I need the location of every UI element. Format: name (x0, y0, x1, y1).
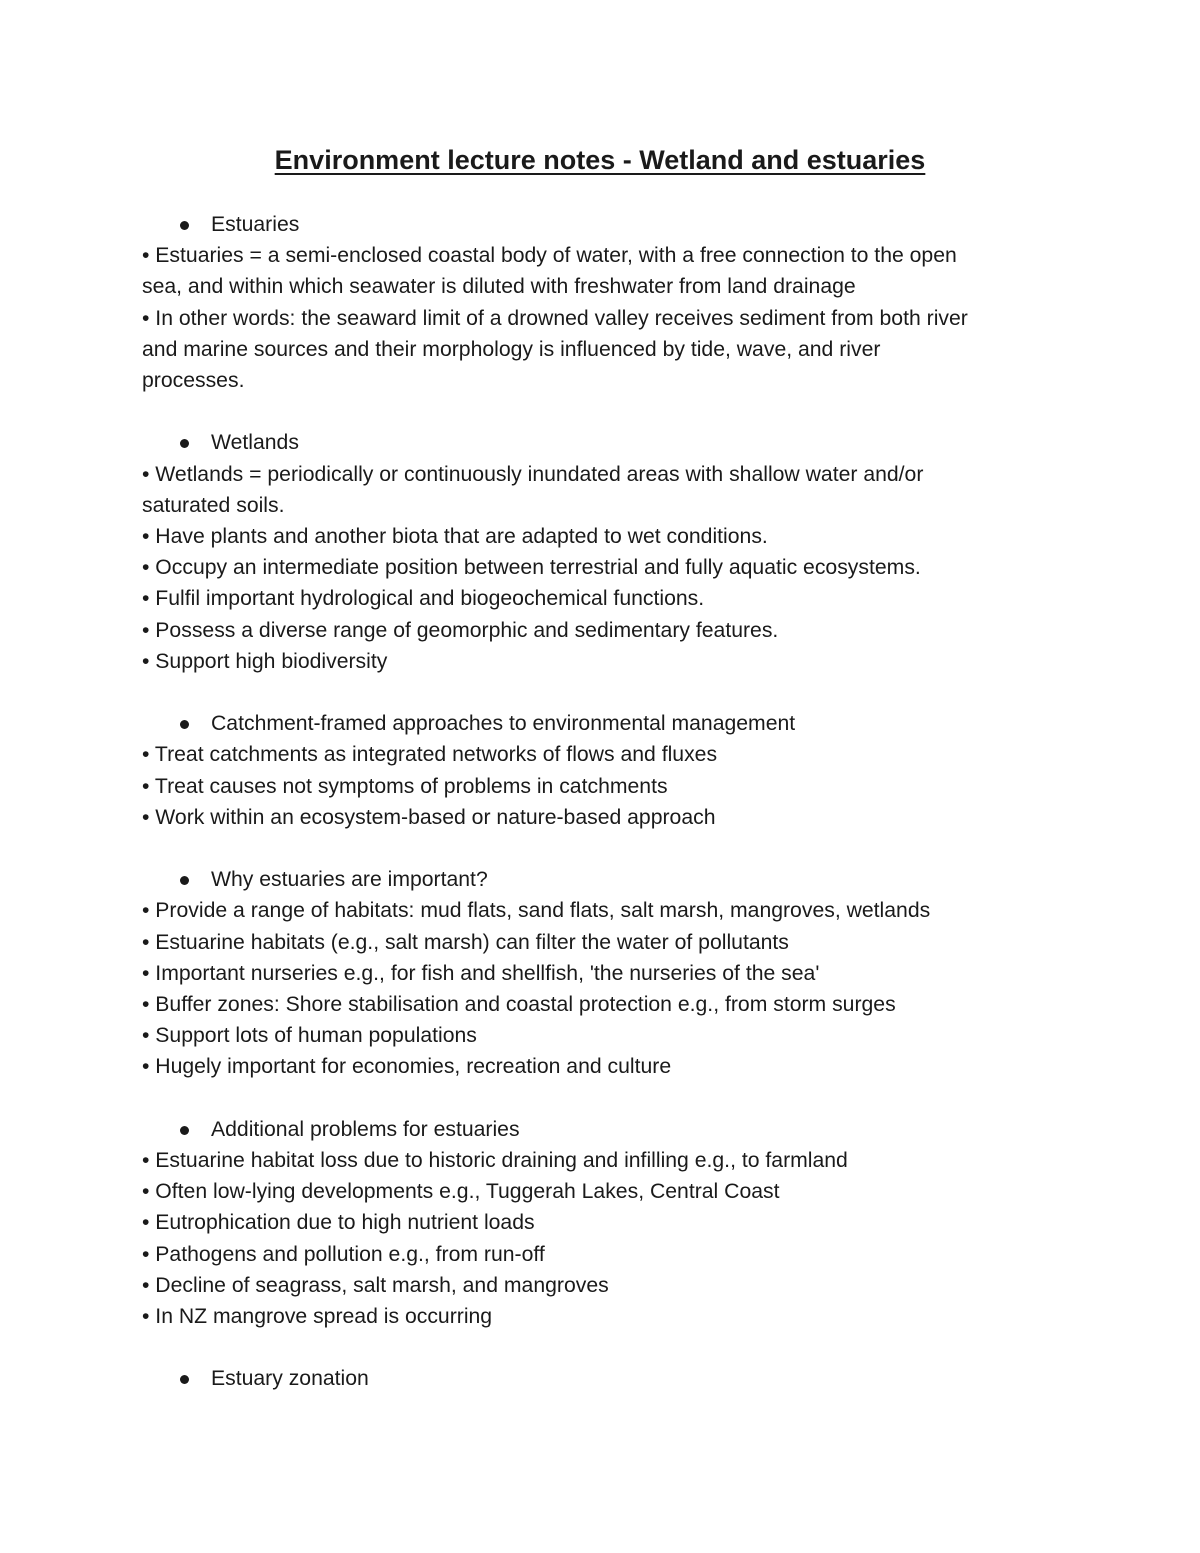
body-line: • Estuarine habitat loss due to historic draining and infilling e.g., to farmland (142, 1148, 848, 1172)
body-line: • Fulfil important hydrological and biogeochemical functions. (142, 587, 705, 611)
bullet-dot-icon (180, 1126, 189, 1135)
body-line: • Treat causes not symptoms of problems in catchments (142, 774, 668, 798)
document-body (142, 209, 1082, 1426)
body-line: • Support lots of human populations (142, 1024, 477, 1048)
section (142, 1363, 1082, 1394)
body-line: • Decline of seagrass, salt marsh, and mangroves (142, 1273, 609, 1297)
section (142, 209, 1082, 396)
body-line: • Estuaries = a semi-enclosed coastal body of water, with a free connection to the open (142, 244, 957, 268)
section (142, 708, 1082, 833)
body-line: • Hugely important for economies, recreation and culture (142, 1055, 672, 1079)
body-line: • Estuarine habitats (e.g., salt marsh) can filter the water of pollutants (142, 930, 789, 954)
body-line: • Occupy an intermediate position between terrestrial and fully aquatic ecosystems. (142, 556, 921, 580)
body-line: • Have plants and another biota that are adapted to wet conditions. (142, 524, 768, 548)
section-heading (142, 1363, 1082, 1394)
body-line: • Possess a diverse range of geomorphic and sedimentary features. (142, 618, 779, 642)
body-line: • Support high biodiversity (142, 649, 388, 673)
body-line: saturated soils. (142, 493, 285, 517)
body-line: sea, and within which seawater is diluted with freshwater from land drainage (142, 275, 856, 299)
body-line: processes. (142, 369, 245, 392)
body-line: • Work within an ecosystem-based or nature-based approach (142, 805, 716, 829)
bullet-dot-icon (180, 439, 189, 448)
bullet-dot-icon (180, 221, 189, 230)
section-heading (142, 427, 1082, 458)
body-line: and marine sources and their morphology is influenced by tide, wave, and river (142, 337, 881, 361)
body-line: • Wetlands = periodically or continuously inundated areas with shallow water and/or (142, 462, 924, 486)
section-heading (142, 209, 1082, 240)
bullet-dot-icon (180, 876, 189, 885)
body-line: • Pathogens and pollution e.g., from run-off (142, 1242, 545, 1266)
body-line: • Eutrophication due to high nutrient loads (142, 1211, 535, 1235)
bullet-dot-icon (180, 720, 189, 729)
section-heading-text: Estuary zonation (211, 1367, 369, 1391)
body-line: • Often low-lying developments e.g., Tuggerah Lakes, Central Coast (142, 1180, 780, 1204)
section-heading (142, 708, 1082, 739)
section-heading-text: Why estuaries are important? (211, 868, 488, 892)
section (142, 1114, 1082, 1332)
body-line: • In NZ mangrove spread is occurring (142, 1304, 493, 1328)
section-heading-text: Catchment-framed approaches to environmental management (211, 712, 796, 736)
section-heading-text: Estuaries (211, 213, 300, 236)
body-line: • In other words: the seaward limit of a drowned valley receives sediment from both river (142, 306, 968, 330)
section (142, 427, 1082, 677)
section-heading (142, 1114, 1082, 1145)
document-title: Environment lecture notes - Wetland and estuaries (274, 145, 926, 175)
bullet-dot-icon (180, 1375, 189, 1384)
section-heading-text: Wetlands (211, 431, 299, 455)
body-line: • Important nurseries e.g., for fish and shellfish, 'the nurseries of the sea' (142, 961, 820, 985)
body-line: • Provide a range of habitats: mud flats, sand flats, salt marsh, mangroves, wetlands (142, 899, 931, 923)
body-line: • Buffer zones: Shore stabilisation and coastal protection e.g., from storm surges (142, 992, 896, 1016)
section-heading-text: Additional problems for estuaries (211, 1117, 520, 1141)
section (142, 864, 1082, 1082)
section-heading (142, 864, 1082, 895)
body-line: • Treat catchments as integrated networks of flows and fluxes (142, 743, 718, 767)
